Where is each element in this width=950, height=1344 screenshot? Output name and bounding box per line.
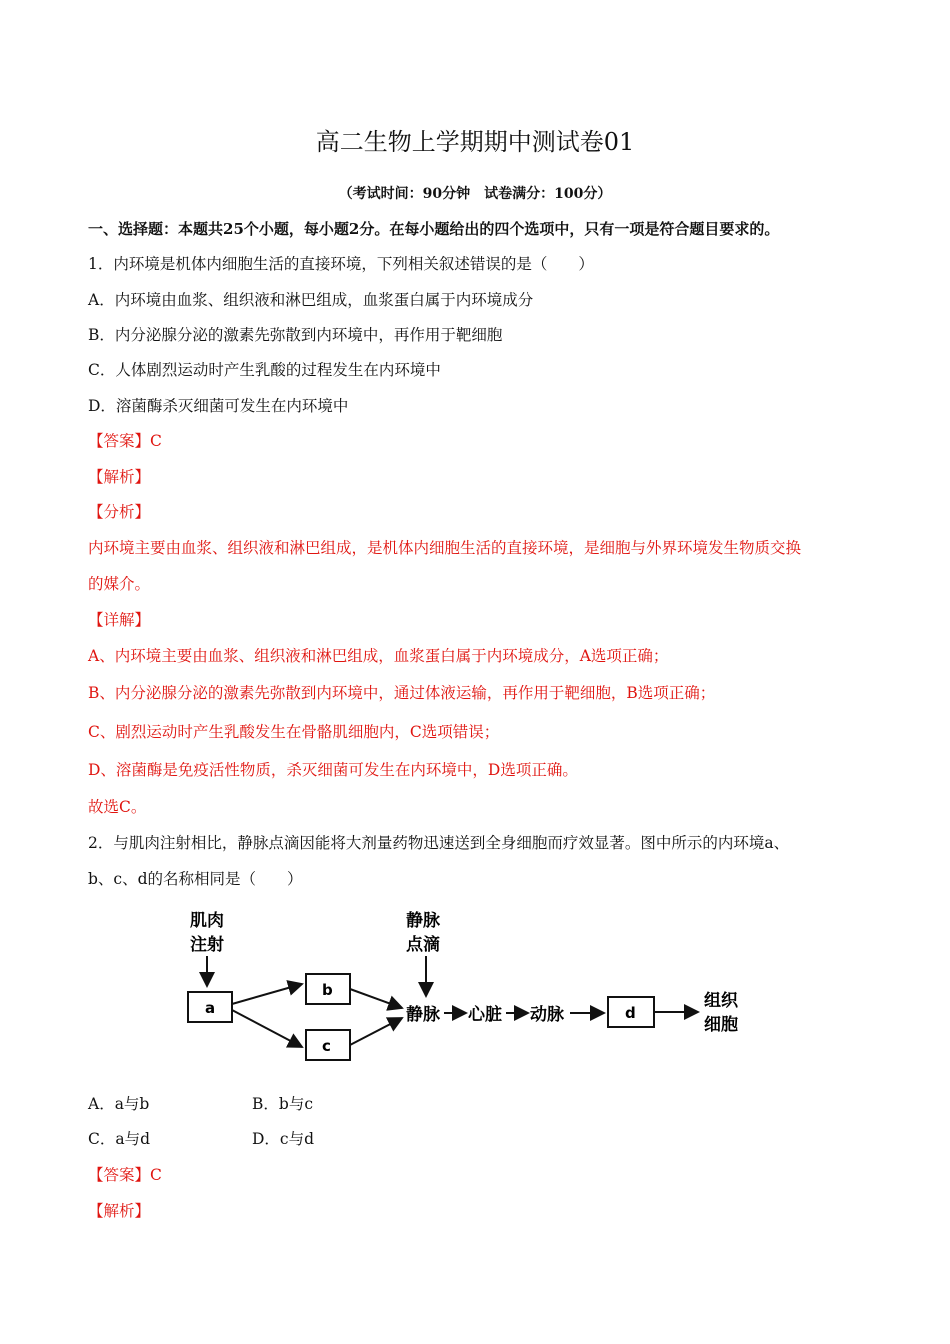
label-jirou-2: 注射 bbox=[190, 935, 224, 955]
label-zuzhi-2: 细胞 bbox=[704, 1015, 738, 1035]
q1-answer bbox=[88, 429, 162, 451]
answer-label: 【答案】 bbox=[88, 1166, 151, 1184]
label-jingmai-dian-2: 点滴 bbox=[406, 935, 440, 955]
q2-stem-line2: b、c、d的名称相同是（ ） bbox=[88, 870, 303, 888]
q1-fenxi-label: 【分析】 bbox=[88, 503, 151, 521]
box-b-label: b bbox=[322, 981, 333, 999]
q2-option-a: A．a与b bbox=[88, 1095, 150, 1113]
q1-option-d: D．溶菌酶杀灭细菌可发生在内环境中 bbox=[88, 397, 349, 415]
exam-info: （考试时间：90分钟 试卷满分：100分） bbox=[338, 186, 612, 202]
answer-value: C bbox=[150, 1166, 162, 1184]
q1-option-b: B．内分泌腺分泌的激素先弥散到内环境中，再作用于靶细胞 bbox=[88, 326, 503, 344]
box-a-label: a bbox=[205, 999, 216, 1017]
q1-fenxi-line1: 内环境主要由血浆、组织液和淋巴组成，是机体内细胞生活的直接环境，是细胞与外界环境发生物质交换 bbox=[88, 539, 802, 557]
answer-label: 【答案】 bbox=[88, 432, 151, 450]
q1-detail-d: D、溶菌酶是免疫活性物质，杀灭细菌可发生在内环境中，D选项正确。 bbox=[88, 761, 578, 779]
q1-jiexi-label: 【解析】 bbox=[88, 468, 151, 486]
label-jirou-1: 肌肉 bbox=[190, 911, 224, 931]
q1-detail-c: C、剧烈运动时产生乳酸发生在骨骼肌细胞内，C选项错误； bbox=[88, 723, 500, 741]
page-title: 高二生物上学期期中测试卷01 bbox=[315, 128, 635, 156]
box-d-label: d bbox=[625, 1004, 636, 1022]
arrow-a-c bbox=[232, 1010, 302, 1047]
section-heading: 一、选择题：本题共25个小题，每小题2分。在每小题给出的四个选项中，只有一项是符合题目要求的。 bbox=[88, 220, 780, 238]
q2-stem-line1: 2．与肌肉注射相比，静脉点滴因能将大剂量药物迅速送到全身细胞而疗效显著。图中所示的内环境a、 bbox=[88, 834, 790, 852]
inner-environment-diagram bbox=[170, 900, 790, 1070]
arrow-a-b bbox=[232, 984, 302, 1004]
label-jingmai-dian-1: 静脉 bbox=[406, 911, 440, 931]
q2-option-b: B．b与c bbox=[252, 1095, 313, 1113]
q1-stem: 1．内环境是机体内细胞生活的直接环境，下列相关叙述错误的是（ ） bbox=[88, 255, 594, 273]
q1-xiangjie-label: 【详解】 bbox=[88, 611, 151, 629]
answer-value: C bbox=[150, 432, 162, 450]
q1-conclusion: 故选C。 bbox=[88, 798, 147, 816]
q2-answer bbox=[88, 1163, 162, 1185]
q1-detail-b: B、内分泌腺分泌的激素先弥散到内环境中，通过体液运输，再作用于靶细胞，B选项正确； bbox=[88, 684, 716, 702]
label-jingmai: 静脉 bbox=[406, 1005, 440, 1025]
q1-option-a: A．内环境由血浆、组织液和淋巴组成，血浆蛋白属于内环境成分 bbox=[88, 291, 534, 309]
q1-fenxi-line2: 的媒介。 bbox=[88, 575, 151, 593]
q2-option-c: C．a与d bbox=[88, 1130, 151, 1148]
q2-jiexi-label: 【解析】 bbox=[88, 1202, 151, 1220]
q1-detail-a: A、内环境主要由血浆、组织液和淋巴组成，血浆蛋白属于内环境成分，A选项正确； bbox=[88, 647, 669, 665]
q1-option-c: C．人体剧烈运动时产生乳酸的过程发生在内环境中 bbox=[88, 361, 441, 379]
q2-option-d: D．c与d bbox=[252, 1130, 315, 1148]
label-xinzang: 心脏 bbox=[468, 1005, 502, 1025]
arrow-c-vein bbox=[350, 1018, 402, 1045]
arrow-b-vein bbox=[350, 989, 402, 1008]
label-zuzhi-1: 组织 bbox=[704, 991, 738, 1011]
box-c-label: c bbox=[322, 1037, 331, 1055]
label-dongmai: 动脉 bbox=[530, 1005, 564, 1025]
